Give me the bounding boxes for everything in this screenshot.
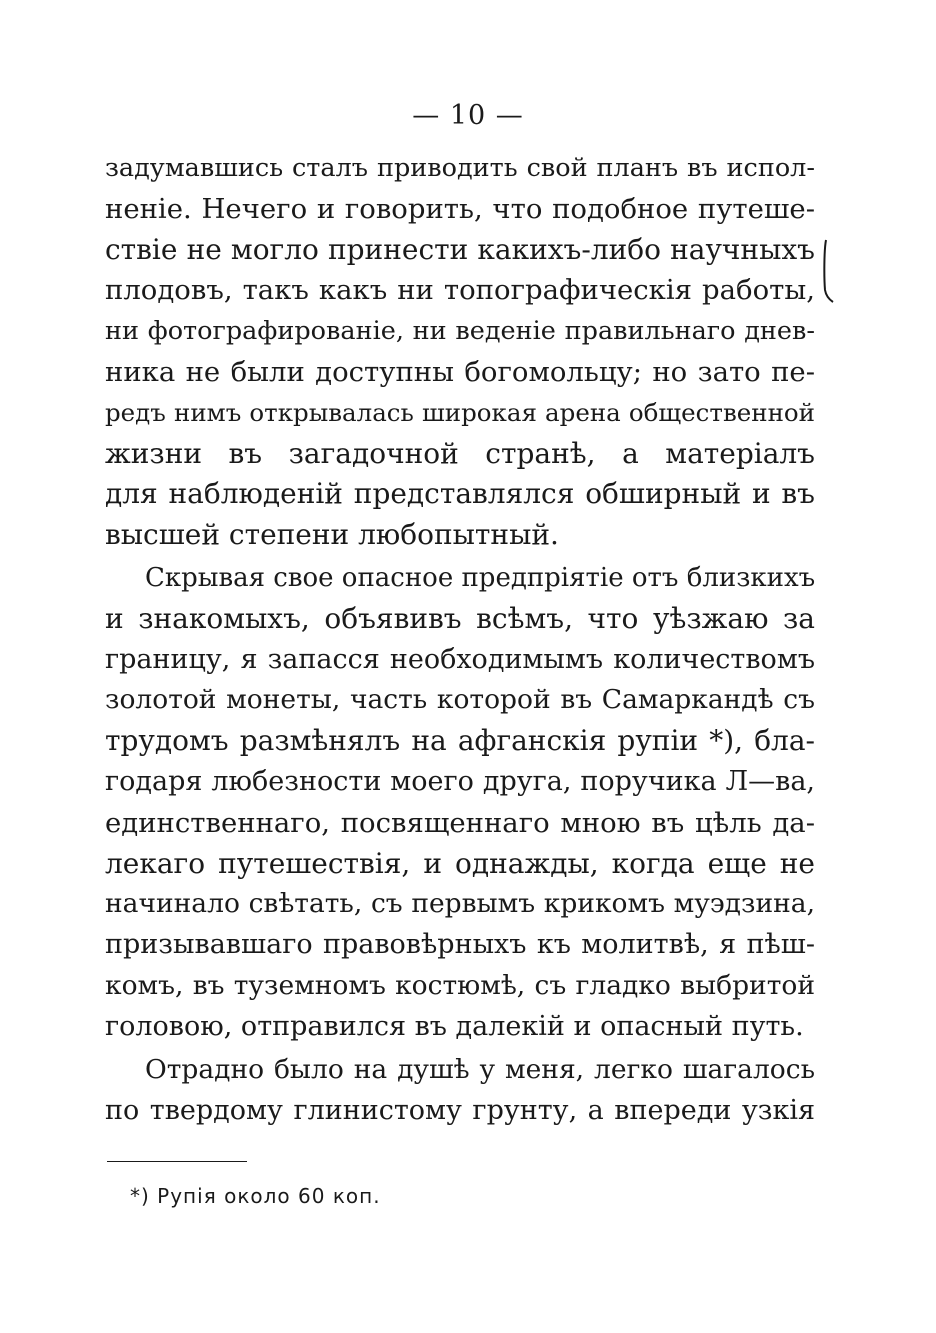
- text-line: трудомъ размѣнялъ на афганскія рупіи *), бла-: [105, 724, 815, 758]
- page-number: — 10 —: [412, 100, 524, 131]
- text-line: неніе. Нечего и говорить, что подобное путеше-: [105, 192, 815, 225]
- text-line: высшей степени любопытный.: [105, 518, 559, 552]
- text-line: призывавшаго правовѣрныхъ къ молитвѣ, я пѣш-: [105, 929, 815, 961]
- text-line: по твердому глинистому грунту, а впереди узкія: [105, 1094, 815, 1126]
- text-line: жизни въ загадочной странѣ, а матеріалъ: [105, 436, 815, 470]
- text-line: головою, отправился въ далекій и опасный путь.: [105, 1010, 804, 1042]
- paragraph-1: [105, 148, 815, 556]
- margin-bracket-mark: [822, 238, 836, 304]
- text-line: начинало свѣтать, съ первымъ крикомъ муэдзина,: [105, 888, 815, 920]
- text-line: ствіе не могло принести какихъ-либо научныхъ: [105, 232, 815, 266]
- text-line: золотой монеты, часть которой въ Самаркандѣ съ: [105, 684, 815, 716]
- text-line: редъ нимъ открывалась широкая арена общественной: [105, 397, 815, 427]
- paragraph-2: [105, 558, 815, 1048]
- text-line: плодовъ, такъ какъ ни топографическія работы,: [105, 274, 815, 307]
- footnote: *) Рупія около 60 коп.: [130, 1184, 381, 1208]
- text-line: единственнаго, посвященнаго мною въ цѣль да-: [105, 806, 815, 839]
- text-line: и знакомыхъ, объявивъ всѣмъ, что уѣзжаю за: [105, 601, 815, 635]
- text-line: Скрывая свое опасное предпріятіе отъ близкихъ: [145, 563, 815, 593]
- text-line: для наблюденій представлялся обширный и въ: [105, 477, 815, 511]
- paragraph-3: [105, 1050, 815, 1132]
- text-line: Отрадно было на душѣ у меня, легко шагалось: [145, 1054, 815, 1085]
- text-line: годаря любезности моего друга, поручика Л—ва,: [105, 765, 815, 797]
- text-line: лекаго путешествія, и однажды, когда еще не: [105, 846, 815, 880]
- text-line: границу, я запасся необходимымъ количествомъ: [105, 643, 815, 675]
- text-line: ни фотографированіе, ни веденіе правильнаго днев-: [105, 316, 815, 347]
- text-line: ника не были доступны богомольцу; но зато пе-: [105, 355, 815, 388]
- footnote-divider: [107, 1161, 247, 1162]
- text-line: комъ, въ туземномъ костюмѣ, съ гладко выбритой: [105, 969, 815, 1001]
- text-line: задумавшись сталъ приводить свой планъ въ испол-: [105, 153, 815, 183]
